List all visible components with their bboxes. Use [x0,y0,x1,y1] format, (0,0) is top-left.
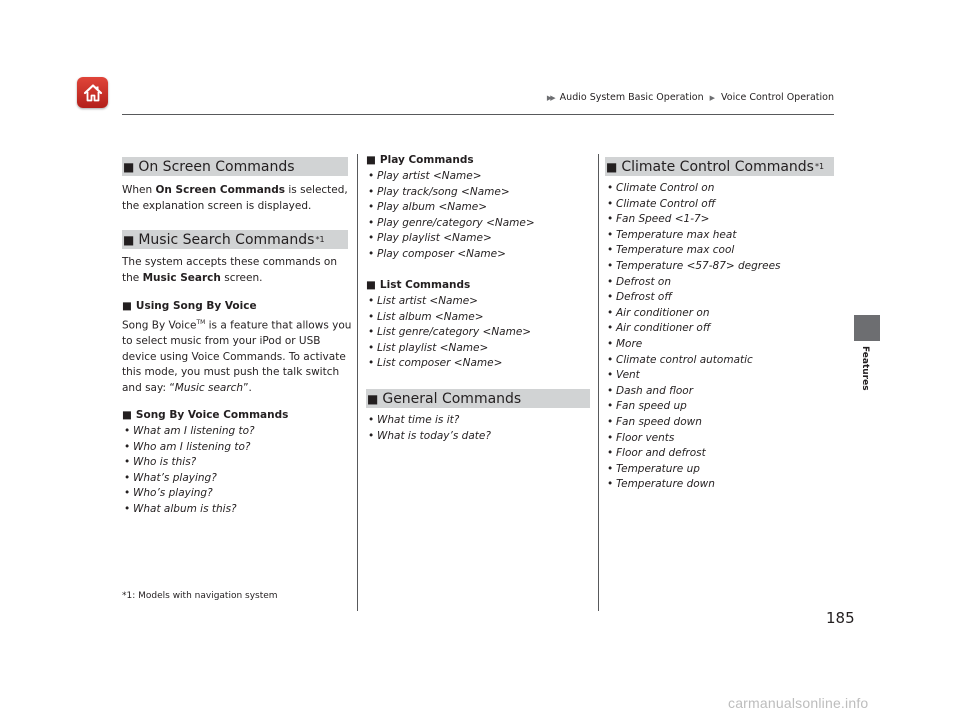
list-item: • Temperature down [607,478,715,491]
square-bullet-icon: ■ [366,279,376,291]
list-item: • What time is it? [368,414,460,426]
climate-commands-list [607,181,781,493]
list-item: • List album <Name> [368,310,484,323]
double-arrow-icon: ▶▶ [546,94,554,102]
music-search-text: The system accepts these commands on the Music Search screen. [122,256,337,284]
list-item: • Temperature up [607,462,700,475]
square-bullet-icon: ■ [123,232,135,247]
using-song-by-voice-text: Song By Voice™ is a feature that allows you to select music from your iPod or USB device using Voice Commands. To activate this mode, you must push the talk switch and say: “Music search”. [122,319,352,394]
list-item: • What is today’s date? [368,429,491,442]
breadcrumb-item-voice[interactable]: Voice Control Operation [721,92,834,103]
square-bullet-icon: ■ [122,409,132,421]
watermark: carmanualsonline.info [728,695,869,711]
breadcrumb-item-audio[interactable]: Audio System Basic Operation [559,92,704,103]
list-item: • List playlist <Name> [368,341,489,354]
list-item: • Play artist <Name> [368,170,482,182]
features-tab-marker[interactable] [854,315,880,341]
square-bullet-icon: ■ [606,159,618,174]
on-screen-commands-text: When On Screen Commands is selected, the explanation screen is displayed. [122,184,348,212]
song-by-voice-commands-title: ■ Song By Voice Commands [122,409,289,421]
list-item: • Vent [607,369,640,382]
on-screen-commands-header: ■ On Screen Commands [122,157,348,176]
square-bullet-icon: ■ [366,154,376,166]
list-item: • Play genre/category <Name> [368,216,535,229]
column-divider [357,154,358,611]
list-item: • Climate Control off [607,197,716,210]
column-divider [598,154,599,611]
list-item: • Fan Speed <1-7> [607,213,710,226]
home-button[interactable] [77,77,108,108]
list-item: • Air conditioner on [607,306,710,319]
list-commands-list [368,294,531,372]
play-commands-title: ■ Play Commands [366,154,474,166]
page-number: 185 [826,609,855,627]
footnote: *1: Models with navigation system [122,591,278,601]
list-item: • List composer <Name> [368,357,503,370]
general-commands-list [368,413,491,444]
list-item: • Play composer <Name> [368,247,506,260]
breadcrumb [528,92,834,103]
list-item: • Play playlist <Name> [368,232,492,245]
climate-control-commands-header: ■ Climate Control Commands *1 [605,157,834,176]
list-item: • Dash and floor [607,384,694,397]
list-item: • Floor and defrost [607,447,706,460]
list-item: • Climate control automatic [607,353,753,366]
list-item: • Play album <Name> [368,201,488,214]
header-rule [122,114,834,115]
list-item: • Defrost off [607,291,672,304]
arrow-icon: ▶ [709,94,716,102]
square-bullet-icon: ■ [367,391,379,406]
list-item: • What album is this? [124,502,237,515]
list-item: • Temperature max cool [607,244,735,257]
list-item: • List genre/category <Name> [368,326,532,339]
square-bullet-icon: ■ [122,300,132,312]
list-item: • Play track/song <Name> [368,185,510,198]
list-item: • Fan speed down [607,415,702,428]
list-item: • What’s playing? [124,471,217,484]
square-bullet-icon: ■ [123,159,135,174]
song-by-voice-list [124,424,255,518]
using-song-by-voice-title: ■ Using Song By Voice [122,300,257,312]
list-item: • List artist <Name> [368,295,478,307]
general-commands-header: ■ General Commands [366,389,590,408]
list-item: • Temperature <57-87> degrees [607,259,781,272]
list-item: • Who is this? [124,456,197,469]
list-item: • Air conditioner off [607,322,711,335]
list-commands-title: ■ List Commands [366,279,471,291]
list-item: • Defrost on [607,275,671,288]
list-item: • Temperature max heat [607,228,737,241]
list-item: • Who’s playing? [124,487,213,500]
features-tab-label: Features [860,346,870,391]
list-item: • More [607,337,643,350]
list-item: • What am I listening to? [124,425,255,437]
play-commands-list [368,169,535,263]
list-item: • Who am I listening to? [124,440,251,453]
list-item: • Floor vents [607,431,675,444]
music-search-commands-header: ■ Music Search Commands *1 [122,230,348,249]
list-item: • Climate Control on [607,182,715,194]
list-item: • Fan speed up [607,400,687,413]
home-icon [82,82,104,104]
